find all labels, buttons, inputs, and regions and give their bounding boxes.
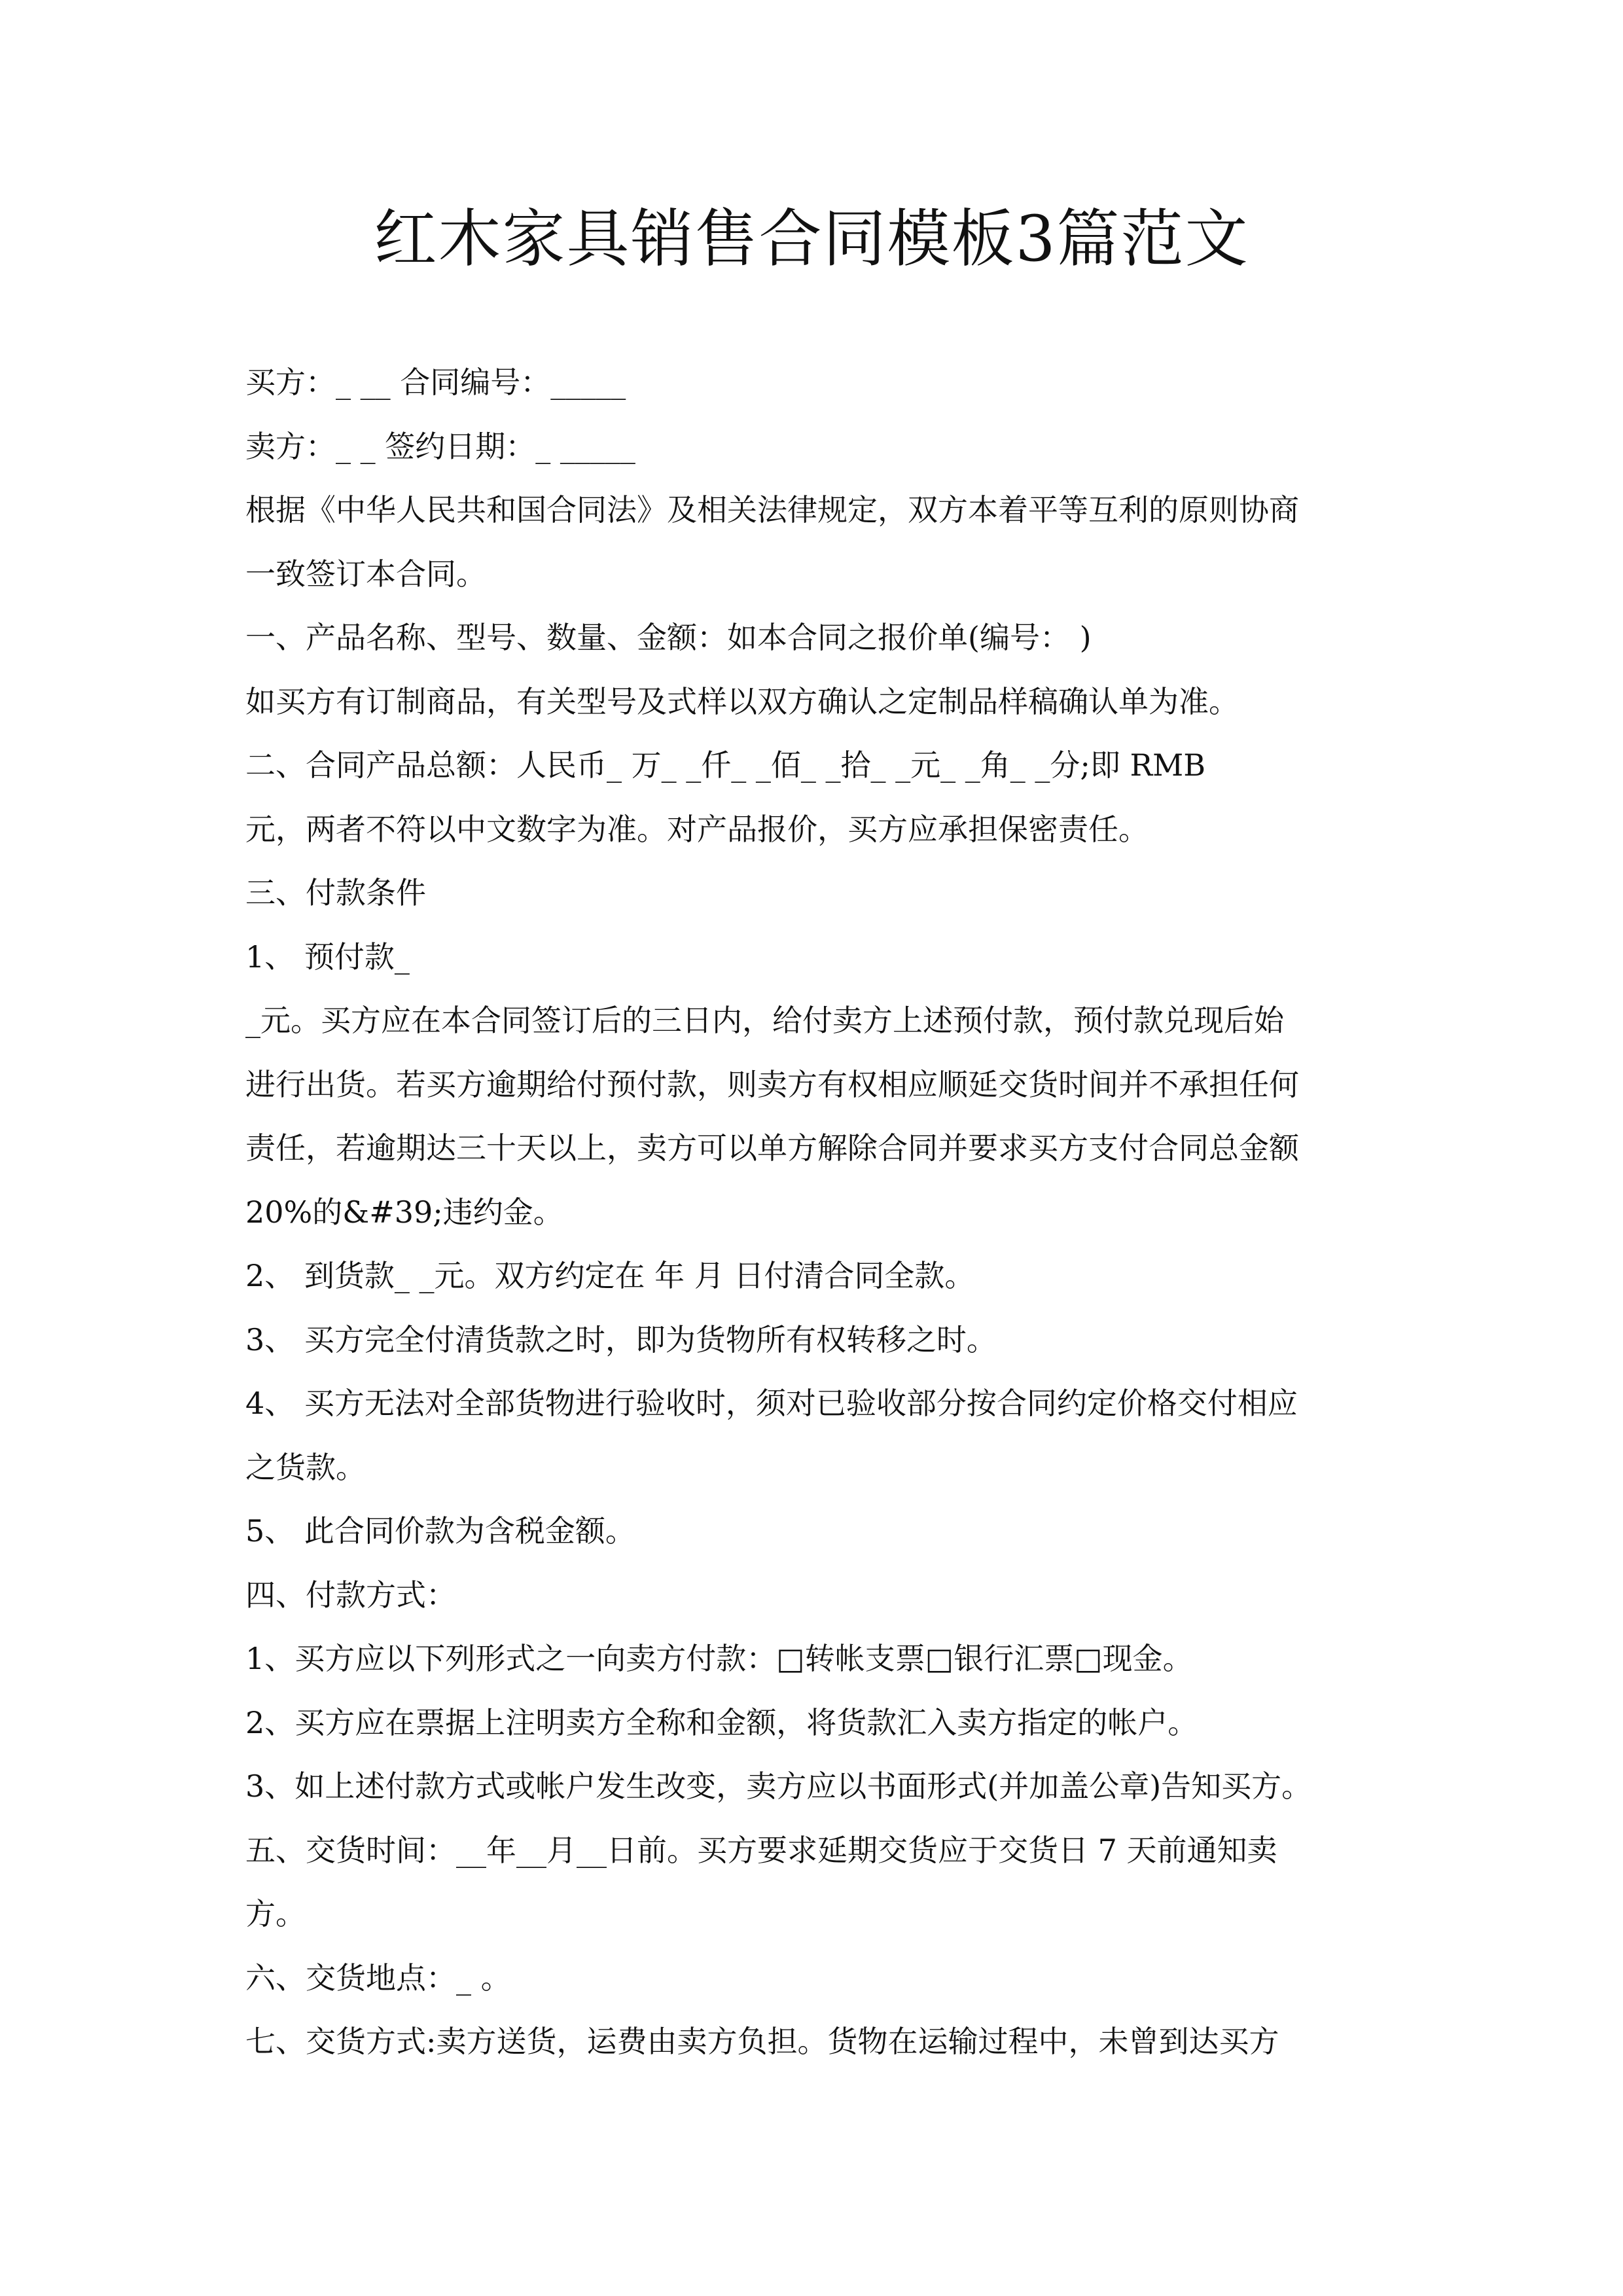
paragraph-line: 责任，若逾期达三十天以上，卖方可以单方解除合同并要求买方支付合同总金额 bbox=[245, 1130, 1299, 1166]
section-heading: 三、付款条件 bbox=[245, 875, 426, 910]
list-item: 2、 到货款_ _元。双方约定在 年 月 日付清合同全款。 bbox=[245, 1258, 975, 1293]
list-item: 3、 买方完全付清货款之时，即为货物所有权转移之时。 bbox=[245, 1321, 997, 1357]
section-heading: 七、交货方式:卖方送货，运费由卖方负担。货物在运输过程中，未曾到达买方 bbox=[245, 2024, 1279, 2059]
paragraph-line: 进行出货。若买方逾期给付预付款，则卖方有权相应顺延交货时间并不承担任何 bbox=[245, 1066, 1299, 1102]
list-item: 5、 此合同价款为含税金额。 bbox=[245, 1513, 635, 1549]
section-heading: 一、产品名称、型号、数量、金额：如本合同之报价单(编号： ) bbox=[245, 620, 1092, 655]
list-item: 2、买方应在票据上注明卖方全称和金额，将货款汇入卖方指定的帐户。 bbox=[245, 1704, 1198, 1740]
list-item: 1、 预付款_ bbox=[245, 939, 410, 975]
paragraph-line: 元，两者不符以中文数字为准。对产品报价，买方应承担保密责任。 bbox=[245, 811, 1149, 847]
section-heading: 五、交货时间：__年__月__日前。买方要求延期交货应于交货日 7 天前通知卖 bbox=[245, 1832, 1277, 1868]
contract-body bbox=[245, 351, 1397, 2074]
paragraph-line: 根据《中华人民共和国合同法》及相关法律规定，双方本着平等互利的原则协商 bbox=[245, 492, 1299, 528]
paragraph-line: 之货款。 bbox=[245, 1449, 366, 1485]
paragraph-line: 一致签订本合同。 bbox=[245, 556, 486, 592]
paragraph-line: 方。 bbox=[245, 1896, 306, 1931]
paragraph-line: _元。买方应在本合同签订后的三日内，给付卖方上述预付款，预付款兑现后始 bbox=[245, 1003, 1284, 1038]
seller-line: 卖方：_ _ 签约日期：_ _____ bbox=[245, 428, 635, 464]
list-item: 1、买方应以下列形式之一向卖方付款：□转帐支票□银行汇票□现金。 bbox=[245, 1641, 1193, 1676]
section-heading: 六、交货地点：_ 。 bbox=[245, 1960, 511, 1996]
section-heading: 二、合同产品总额：人民币_ 万_ _仟_ _佰_ _拾_ _元_ _角_ _分;即 RMB bbox=[245, 747, 1206, 783]
list-item: 4、 买方无法对全部货物进行验收时，须对已验收部分按合同约定价格交付相应 bbox=[245, 1386, 1298, 1421]
paragraph-line: 如买方有订制商品，有关型号及式样以双方确认之定制品样稿确认单为准。 bbox=[245, 683, 1239, 719]
list-item: 3、如上述付款方式或帐户发生改变，卖方应以书面形式(并加盖公章)告知买方。 bbox=[245, 1768, 1312, 1804]
section-heading: 四、付款方式： bbox=[245, 1577, 456, 1613]
document-title: 红木家具销售合同模板3篇范文 bbox=[374, 202, 1249, 276]
paragraph-line: 20%的&#39;违约金。 bbox=[245, 1194, 563, 1230]
buyer-line: 买方：_ __ 合同编号：_____ bbox=[245, 365, 626, 400]
